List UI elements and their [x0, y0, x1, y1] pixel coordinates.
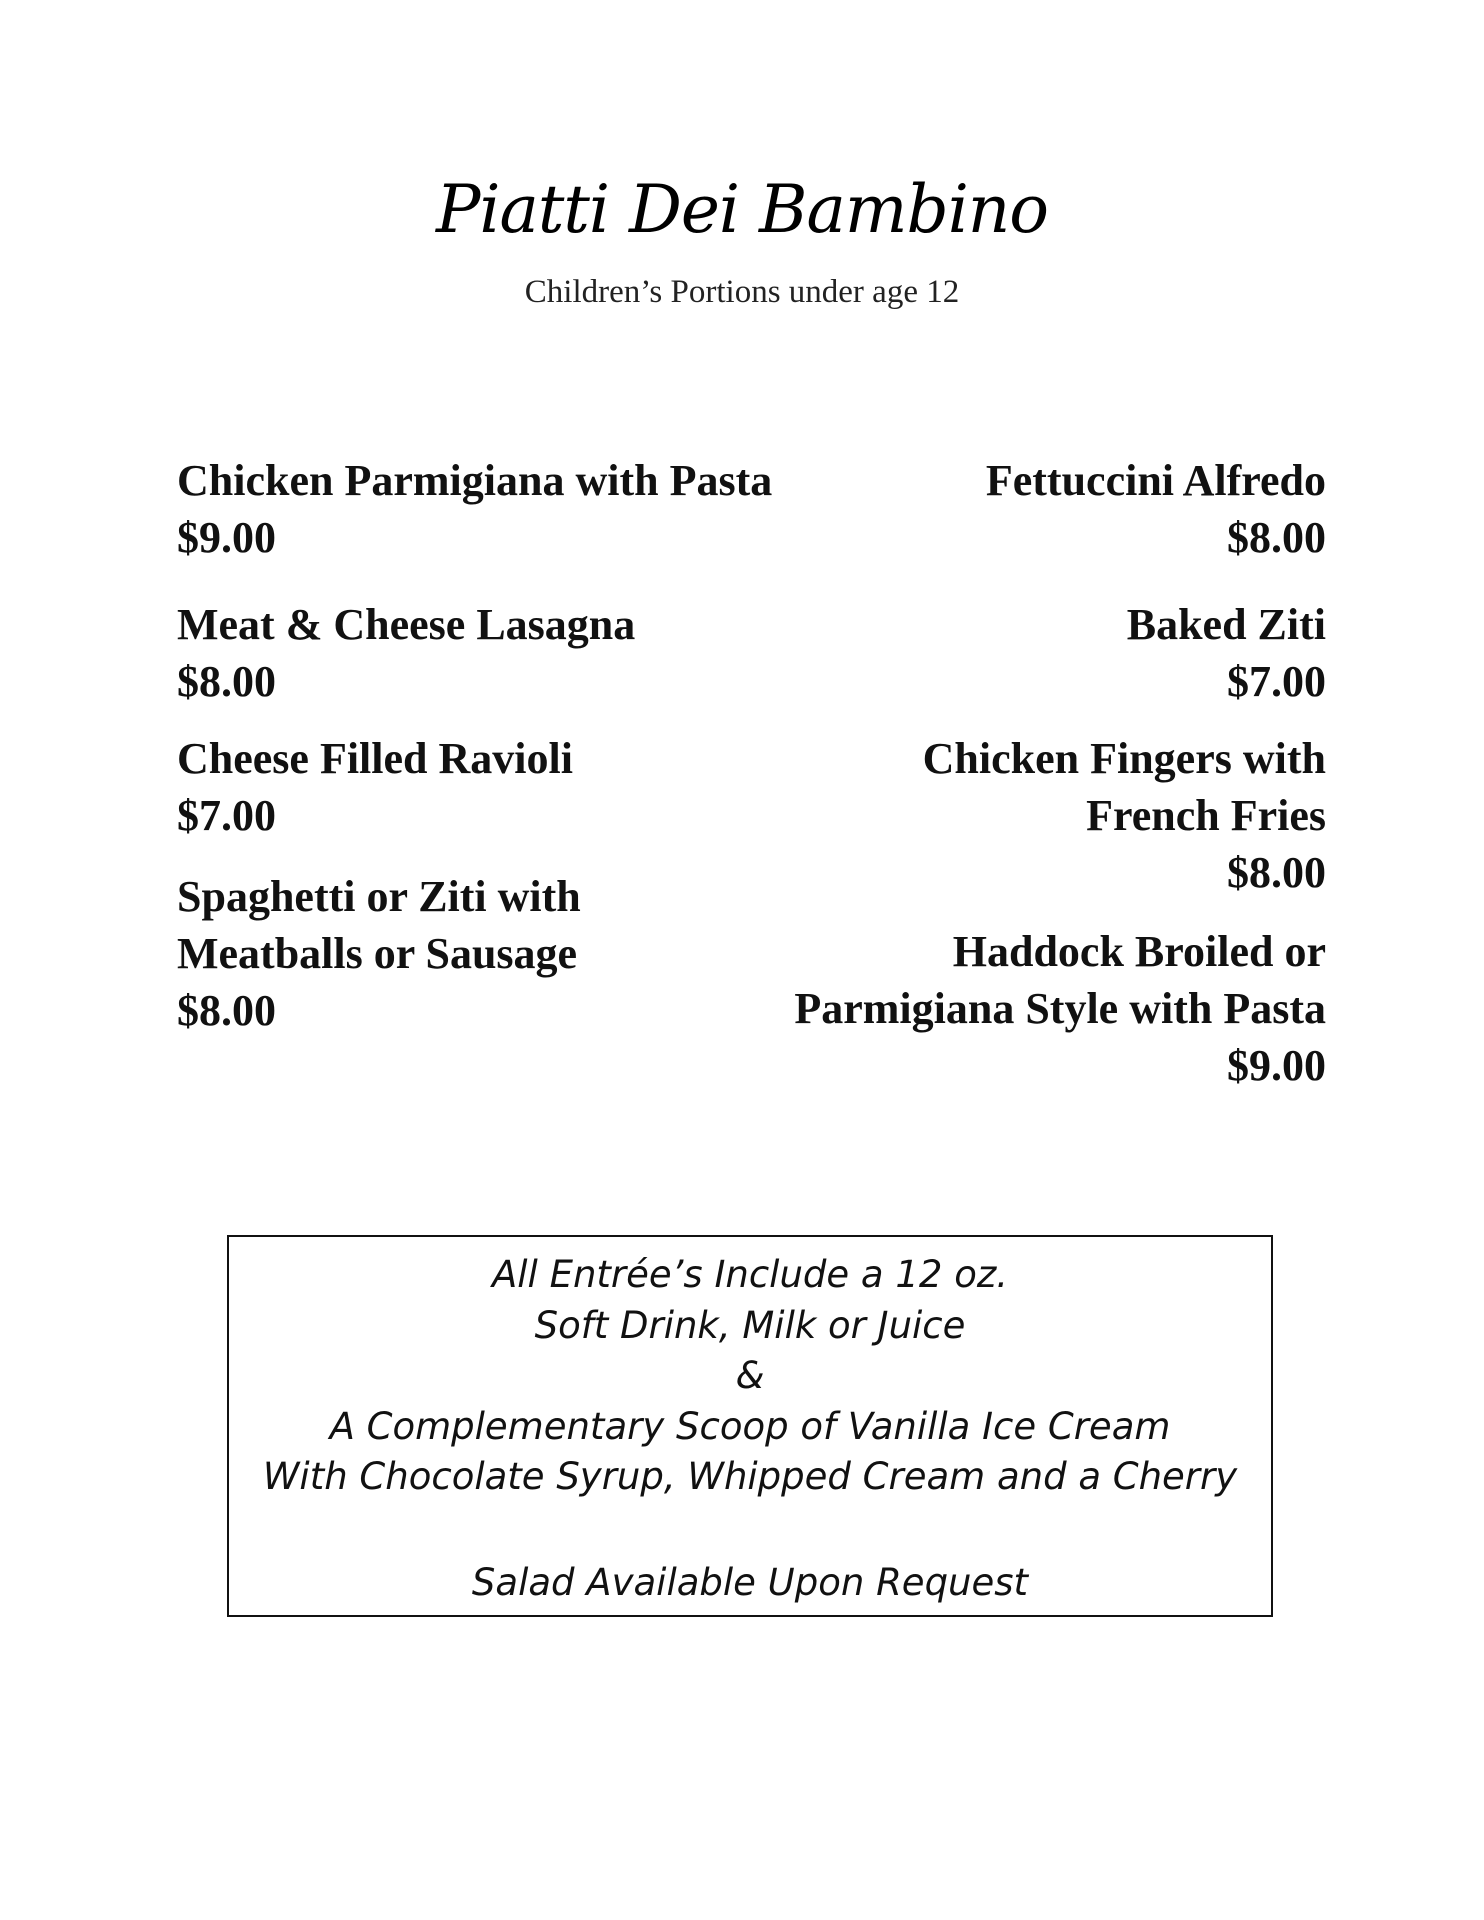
menu-item-price: $8.00: [1227, 513, 1326, 562]
note-spacer: [229, 1503, 1271, 1558]
menu-item: [740, 596, 1326, 710]
menu-item-name: Chicken Fingers with French Fries: [922, 734, 1326, 840]
menu-item-name: Cheese Filled Ravioli: [177, 734, 573, 783]
menu-item: [177, 730, 797, 844]
note-line: A Complementary Scoop of Vanilla Ice Cream: [329, 1404, 1171, 1448]
menu-item-name: Spaghetti or Ziti with Meatballs or Sausage: [177, 872, 581, 978]
note-line: All Entrée’s Include a 12 oz.: [491, 1253, 1009, 1296]
menu-column-left: [177, 452, 797, 1069]
menu-item: [740, 923, 1326, 1094]
menu-item: [177, 868, 797, 1039]
page-title: Piatti Dei Bambino: [435, 171, 1049, 248]
menu-item: [177, 452, 797, 566]
menu-item-price: $9.00: [177, 513, 276, 562]
menu-item-price: $8.00: [1227, 848, 1326, 897]
note-line: Salad Available Upon Request: [471, 1560, 1029, 1604]
menu-item-name: Haddock Broiled or Parmigiana Style with Pasta: [794, 927, 1326, 1033]
menu-item-name: Fettuccini Alfredo: [985, 456, 1326, 505]
note-line: Soft Drink, Milk or Juice: [534, 1303, 966, 1347]
menu-item: [177, 596, 797, 710]
menu-item: [740, 730, 1326, 901]
menu-item-price: $7.00: [177, 791, 276, 840]
note-line: &: [735, 1354, 765, 1397]
menu-item-name: Meat & Cheese Lasagna: [177, 600, 636, 649]
menu-item-name: Chicken Parmigiana with Pasta: [177, 456, 773, 505]
entree-note-box: [227, 1235, 1273, 1617]
menu-column-right: [740, 452, 1326, 1124]
menu-item: [740, 452, 1326, 566]
menu-item-price: $7.00: [1227, 657, 1326, 706]
menu-item-name: Baked Ziti: [1126, 600, 1326, 649]
menu-item-price: $9.00: [1227, 1041, 1326, 1090]
page-subtitle: Children’s Portions under age 12: [524, 274, 960, 310]
menu-item-price: $8.00: [177, 986, 276, 1035]
note-line: With Chocolate Syrup, Whipped Cream and a Cherry: [262, 1455, 1238, 1498]
menu-item-price: $8.00: [177, 657, 276, 706]
